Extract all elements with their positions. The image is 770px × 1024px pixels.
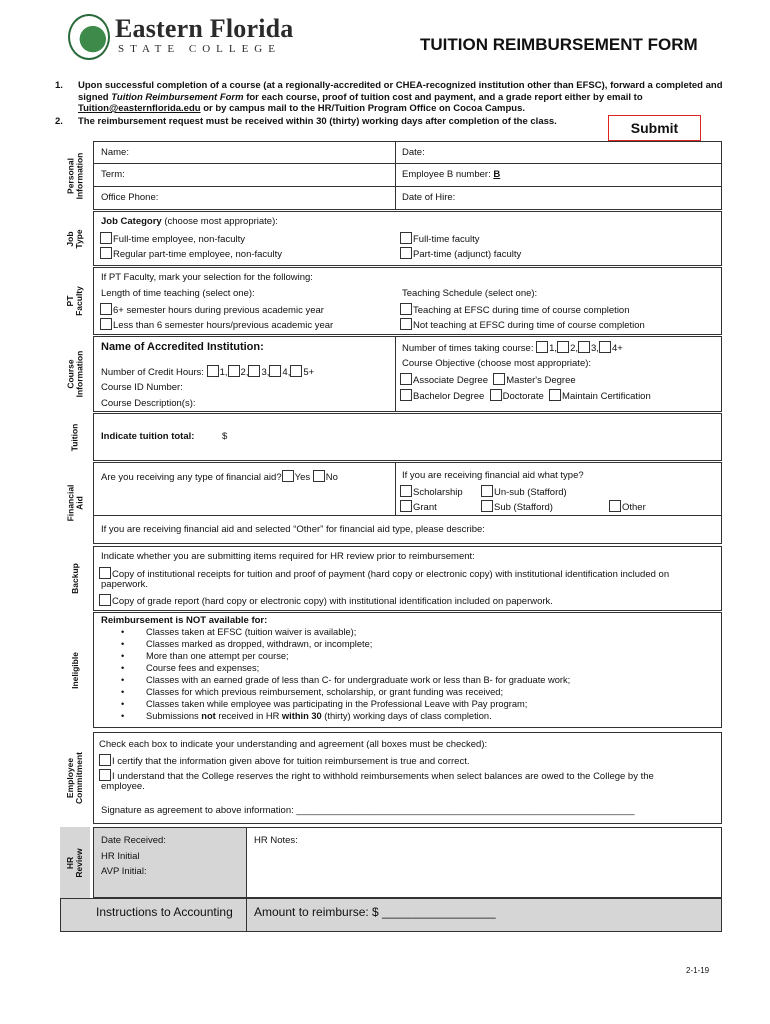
section-label-commitment: Employee Commitment [65, 752, 84, 804]
pt-schedule-option-1[interactable]: Teaching at EFSC during time of course completion [400, 303, 630, 316]
name-field[interactable]: Name: [101, 147, 129, 158]
employee-b-field[interactable]: Employee B number: B [402, 169, 501, 180]
aid-other-describe-field[interactable]: If you are receiving financial aid and selected “Other” for financial aid type, please describe: [101, 524, 485, 535]
term-field[interactable]: Term: [101, 169, 125, 180]
tuition-total-label: Indicate tuition total: [101, 431, 195, 442]
date-field[interactable]: Date: [402, 147, 425, 158]
office-phone-field[interactable]: Office Phone: [101, 192, 159, 203]
avp-initial-label: AVP Initial: [101, 866, 147, 877]
aid-type-unsub[interactable]: Un-sub (Stafford) [481, 485, 567, 498]
backup-item-receipts[interactable]: Copy of institutional receipts for tuition and proof of payment (hard copy or electronic copy) with institutional identification included on [99, 567, 669, 580]
checkbox[interactable] [481, 500, 493, 512]
checkbox[interactable] [400, 303, 412, 315]
checkbox[interactable] [99, 594, 111, 606]
checkbox[interactable] [536, 341, 548, 353]
job-category-label: Job Category (choose most appropriate): [101, 216, 278, 227]
section-label-hr-review: HR Review [60, 827, 90, 898]
tuition-total-field[interactable]: $ [222, 431, 228, 442]
checkbox[interactable] [400, 485, 412, 497]
ineligible-heading: Reimbursement is NOT available for: [101, 615, 268, 626]
checkbox[interactable] [400, 500, 412, 512]
job-option-ft-faculty[interactable]: Full-time faculty [400, 232, 480, 245]
job-option-ft-nonfaculty[interactable]: Full-time employee, non-faculty [100, 232, 245, 245]
credit-hours-field[interactable]: Number of Credit Hours: 1, 2, 3, 4, 5+ [101, 367, 315, 378]
commitment-certify[interactable]: I certify that the information given above for tuition reimbursement is true and correct. [99, 754, 469, 767]
ineligible-item: • More than one attempt per course; [146, 651, 289, 661]
instructions-to-accounting: Instructions to Accounting [96, 905, 233, 919]
hr-notes-area[interactable] [246, 827, 722, 898]
pt-length-label: Length of time teaching (select one): [101, 288, 255, 299]
pt-length-option-2[interactable]: Less than 6 semester hours/previous academic year [100, 318, 333, 331]
section-label-course: Course Information [65, 350, 84, 398]
ineligible-item: • Course fees and expenses; [146, 663, 259, 673]
ineligible-item: • Classes marked as dropped, withdrawn, or incomplete; [146, 639, 372, 649]
objective-options-row-1[interactable]: Associate Degree Master's Degree [400, 373, 576, 386]
checkbox[interactable] [400, 232, 412, 244]
ineligible-item: • Classes taken at EFSC (tuition waiver is available); [146, 627, 356, 637]
ineligible-item: • Classes with an earned grade of less than C- for undergraduate work or less than B- for graduate work; [146, 675, 570, 685]
job-option-pt-faculty[interactable]: Part-time (adjunct) faculty [400, 247, 521, 260]
checkbox[interactable] [269, 365, 281, 377]
checkbox[interactable] [609, 500, 621, 512]
checkbox[interactable] [490, 389, 502, 401]
pt-schedule-label: Teaching Schedule (select one): [402, 288, 538, 299]
checkbox[interactable] [228, 365, 240, 377]
commitment-withhold-cont: employee. [101, 781, 145, 792]
checkbox[interactable] [549, 389, 561, 401]
checkbox[interactable] [400, 247, 412, 259]
section-label-tuition: Tuition [69, 423, 80, 451]
amount-to-reimburse-field[interactable]: Amount to reimburse: $ _________________ [254, 905, 496, 919]
checkbox[interactable] [493, 373, 505, 385]
checkbox[interactable] [481, 485, 493, 497]
aid-type-question: If you are receiving financial aid what type? [402, 470, 584, 481]
checkbox[interactable] [99, 754, 111, 766]
checkbox[interactable] [99, 567, 111, 579]
college-name: Eastern Florida [115, 14, 294, 43]
section-label-personal: Personal Information [65, 152, 85, 199]
times-taking-field[interactable]: Number of times taking course: 1, 2, 3, 4+ [402, 343, 623, 354]
checkbox[interactable] [400, 389, 412, 401]
checkbox[interactable] [578, 341, 590, 353]
checkbox[interactable] [248, 365, 260, 377]
institution-field[interactable]: Name of Accredited Institution: [101, 341, 264, 353]
aid-type-grant[interactable]: Grant [400, 500, 437, 513]
college-logo-icon [68, 14, 110, 60]
checkbox[interactable] [557, 341, 569, 353]
course-objective-label: Course Objective (choose most appropriate): [402, 358, 592, 369]
pt-intro: If PT Faculty, mark your selection for the following: [101, 272, 313, 283]
checkbox[interactable] [100, 303, 112, 315]
hr-initial-label: HR Initial [101, 851, 140, 862]
signature-field[interactable]: Signature as agreement to above information: ________________________________________________________________ [101, 805, 635, 816]
aid-question[interactable]: Are you receiving any type of financial aid? Yes No [101, 472, 338, 483]
section-label-ineligible: Ineligible [69, 651, 80, 689]
checkbox[interactable] [400, 373, 412, 385]
submit-button[interactable]: Submit [608, 115, 701, 141]
pt-length-option-1[interactable]: 6+ semester hours during previous academic year [100, 303, 324, 316]
checkbox[interactable] [313, 470, 325, 482]
objective-options-row-2[interactable]: Bachelor Degree Doctorate Maintain Certification [400, 389, 651, 402]
form-title: TUITION REIMBURSEMENT FORM [420, 35, 698, 54]
aid-type-other[interactable]: Other [609, 500, 646, 513]
course-id-field[interactable]: Course ID Number: [101, 382, 183, 393]
course-description-field[interactable]: Course Description(s): [101, 398, 196, 409]
checkbox[interactable] [290, 365, 302, 377]
form-version: 2-1-19 [686, 966, 710, 975]
section-label-job-type: Job Type [65, 228, 84, 249]
commitment-intro: Check each box to indicate your understanding and agreement (all boxes must be checked): [99, 739, 488, 750]
job-option-pt-nonfaculty[interactable]: Regular part-time employee, non-faculty [100, 247, 282, 260]
ineligible-item: • Classes taken while employee was participating in the Professional Leave with Pay program; [146, 699, 527, 709]
section-label-backup: Backup [69, 563, 80, 594]
checkbox[interactable] [207, 365, 219, 377]
checkbox[interactable] [400, 318, 412, 330]
pt-schedule-option-2[interactable]: Not teaching at EFSC during time of course completion [400, 318, 645, 331]
checkbox[interactable] [599, 341, 611, 353]
commitment-withhold[interactable]: I understand that the College reserves the right to withhold reimbursements when select balances are owed to the College by the [99, 769, 654, 782]
checkbox[interactable] [100, 318, 112, 330]
backup-item-grades[interactable]: Copy of grade report (hard copy or electronic copy) with institutional identification included on paperwork. [99, 594, 553, 607]
date-received-label: Date Received: [101, 835, 166, 846]
section-label-financial-aid: Financial Aid [65, 484, 84, 522]
backup-intro: Indicate whether you are submitting items required for HR review prior to reimbursement: [101, 551, 475, 562]
ineligible-item: • Classes for which previous reimbursement, scholarship, or grant funding was received; [146, 687, 503, 697]
date-of-hire-field[interactable]: Date of Hire: [402, 192, 456, 203]
checkbox[interactable] [100, 232, 112, 244]
checkbox[interactable] [282, 470, 294, 482]
checkbox[interactable] [99, 769, 111, 781]
aid-type-scholarship[interactable]: Scholarship [400, 485, 463, 498]
checkbox[interactable] [100, 247, 112, 259]
aid-type-sub[interactable]: Sub (Stafford) [481, 500, 553, 513]
backup-item-receipts-cont: paperwork. [101, 579, 148, 590]
section-label-pt-faculty: PT Faculty [65, 286, 84, 316]
ineligible-item-submissions: • Submissions not received in HR within 30 (thirty) working days of class completion. [146, 711, 492, 721]
hr-notes-label: HR Notes: [254, 835, 298, 846]
college-subtitle: STATE COLLEGE [118, 43, 281, 55]
